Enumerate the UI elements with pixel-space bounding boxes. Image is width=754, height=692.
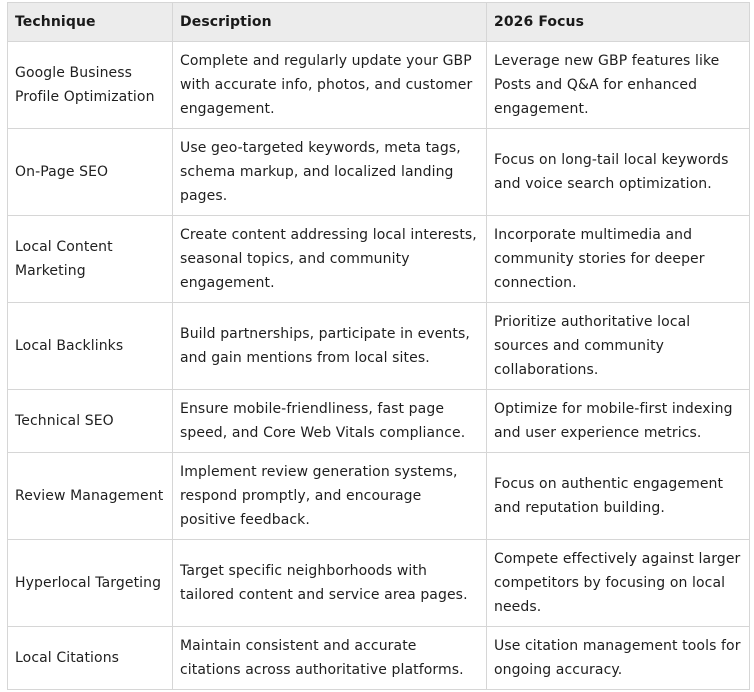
header-2026-focus: 2026 Focus <box>487 3 750 42</box>
cell-technique: Local Citations <box>8 627 173 690</box>
table-row <box>8 216 750 303</box>
cell-technique: On-Page SEO <box>8 129 173 216</box>
table-row <box>8 42 750 129</box>
header-technique: Technique <box>8 3 173 42</box>
cell-description: Ensure mobile-friendliness, fast page speed, and Core Web Vitals compliance. <box>173 390 487 453</box>
table-header-row <box>8 3 750 42</box>
cell-description: Maintain consistent and accurate citations across authoritative platforms. <box>173 627 487 690</box>
table-row <box>8 540 750 627</box>
cell-description: Build partnerships, participate in events, and gain mentions from local sites. <box>173 303 487 390</box>
cell-technique: Technical SEO <box>8 390 173 453</box>
table-row <box>8 390 750 453</box>
cell-technique: Google Business Profile Optimization <box>8 42 173 129</box>
table-row <box>8 129 750 216</box>
cell-focus: Compete effectively against larger competitors by focusing on local needs. <box>487 540 750 627</box>
cell-focus: Incorporate multimedia and community stories for deeper connection. <box>487 216 750 303</box>
cell-technique: Local Backlinks <box>8 303 173 390</box>
cell-technique: Review Management <box>8 453 173 540</box>
table-container <box>7 2 750 690</box>
cell-technique: Local Content Marketing <box>8 216 173 303</box>
cell-focus: Leverage new GBP features like Posts and Q&A for enhanced engagement. <box>487 42 750 129</box>
cell-description: Complete and regularly update your GBP with accurate info, photos, and customer engagement. <box>173 42 487 129</box>
cell-technique: Hyperlocal Targeting <box>8 540 173 627</box>
cell-description: Implement review generation systems, respond promptly, and encourage positive feedback. <box>173 453 487 540</box>
seo-techniques-table <box>7 2 750 690</box>
table-row <box>8 453 750 540</box>
cell-focus: Focus on authentic engagement and reputation building. <box>487 453 750 540</box>
cell-description: Target specific neighborhoods with tailored content and service area pages. <box>173 540 487 627</box>
table-row <box>8 303 750 390</box>
cell-focus: Optimize for mobile-first indexing and user experience metrics. <box>487 390 750 453</box>
header-description: Description <box>173 3 487 42</box>
cell-focus: Prioritize authoritative local sources and community collaborations. <box>487 303 750 390</box>
table-row <box>8 627 750 690</box>
cell-description: Use geo-targeted keywords, meta tags, schema markup, and localized landing pages. <box>173 129 487 216</box>
cell-description: Create content addressing local interests, seasonal topics, and community engagement. <box>173 216 487 303</box>
cell-focus: Focus on long-tail local keywords and voice search optimization. <box>487 129 750 216</box>
cell-focus: Use citation management tools for ongoing accuracy. <box>487 627 750 690</box>
